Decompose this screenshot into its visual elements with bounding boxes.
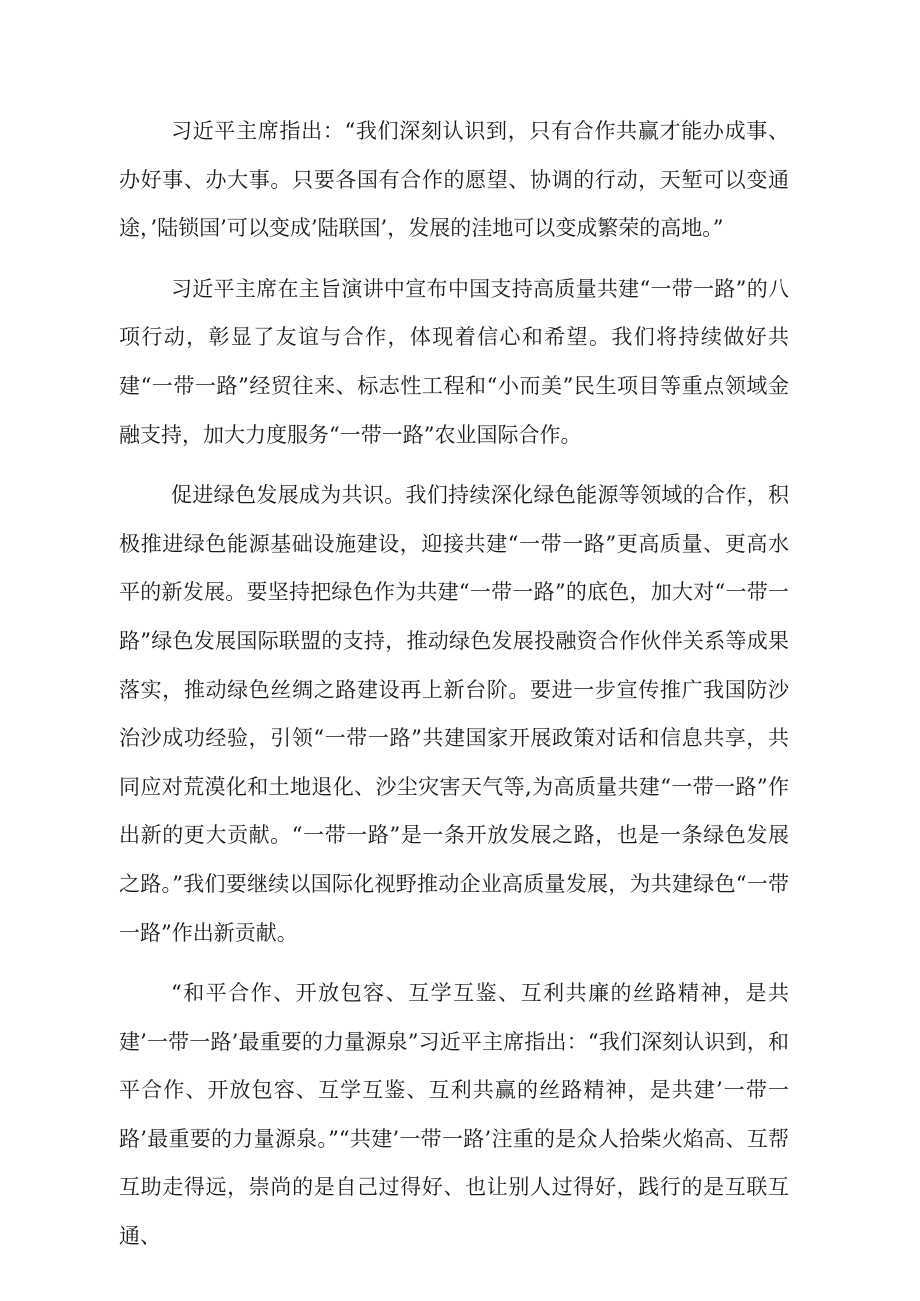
document-body <box>119 107 789 1273</box>
paragraph-1: 习近平主席指出：“我们深刻认识到，只有合作共赢才能办成事、办好事、办大事。只要各国有合作的愿望、协调的行动，天堑可以变通途，’陆锁国’可以变成’陆联国’，发展的洼地可以变成繁荣的高地。” <box>119 119 789 241</box>
paragraph-2: 习近平主席在主旨演讲中宣布中国支持高质量共建“一带一路”的八项行动，彰显了友谊与合作，体现着信心和希望。我们将持续做好共建“一带一路”经贸往来、标志性工程和“小而美”民生项目等重点领域金融支持，加大力度服务“一带一路”农业国际合作。 <box>119 276 789 447</box>
paragraph-3: 促进绿色发展成为共识。我们持续深化绿色能源等领域的合作，积极推进绿色能源基础设施建设，迎接共建“一带一路”更高质量、更高水平的新发展。要坚持把绿色作为共建“一带一路”的底色，加大对“一带一路”绿色发展国际联盟的支持，推动绿色发展投融资合作伙伴关系等成果落实，推动绿色丝绸之路建设再上新台阶。要进一步宣传推广我国防沙治沙成功经验，引领“一带一路”共建国家开展政策对话和信息共享，共同应对荒漠化和土地退化、沙尘灾害天气等,为高质量共建“一带一路”作出新的更大贡献。“一带一路”是一条开放发展之路，也是一条绿色发展之路。”我们要继续以国际化视野推动企业高质量发展，为共建绿色“一带一路”作出新贡献。 <box>119 483 789 945</box>
paragraph-4: “和平合作、开放包容、互学互鉴、互利共廉的丝路精神，是共建’一带一路’最重要的力量源泉”习近平主席指出：“我们深刻认识到，和平合作、开放包容、互学互鉴、互利共赢的丝路精神，是共建’一带一路’最重要的力量源泉。”“共建’一带一路’注重的是众人拾柴火焰高、互帮互助走得远，崇尚的是自己过得好、也让别人过得好，践行的是互联互通、 <box>119 981 789 1249</box>
